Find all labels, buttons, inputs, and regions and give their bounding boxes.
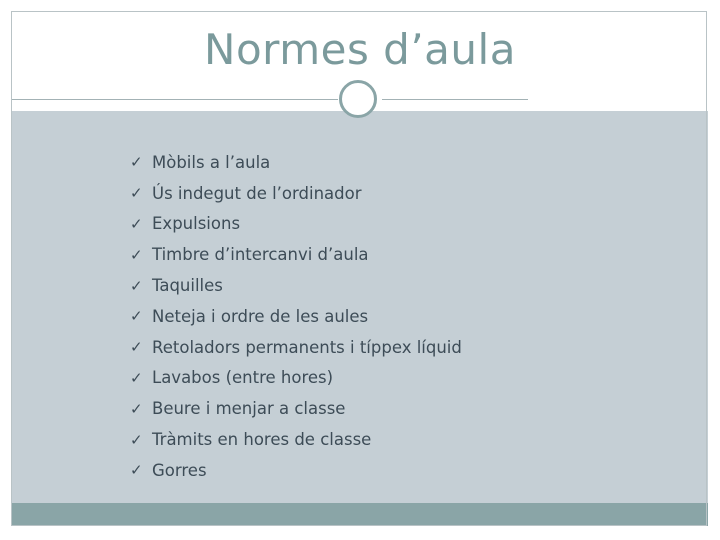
bullet-list [130,147,462,486]
bullet-item [130,209,462,240]
title-divider-right [382,99,528,100]
circle-ornament-icon [339,80,377,118]
slide-title: Normes d’aula [204,25,516,74]
checkmark-icon: ✓ [130,276,143,295]
bullet-text: Tràmits en hores de classe [152,430,372,450]
bullet-text: Timbre d’intercanvi d’aula [152,245,369,265]
bullet-item [130,424,462,455]
checkmark-icon: ✓ [130,245,143,264]
checkmark-icon: ✓ [130,399,143,418]
bullet-text: Retoladors permanents i típpex líquid [152,337,462,357]
checkmark-icon: ✓ [130,214,143,233]
bullet-text: Beure i menjar a classe [152,399,346,419]
title-divider-left [12,99,338,100]
bullet-item [130,270,462,301]
checkmark-icon: ✓ [130,461,143,480]
bullet-item [130,393,462,424]
bullet-text: Taquilles [152,276,223,296]
bullet-item [130,178,462,209]
bullet-item [130,239,462,270]
checkmark-icon: ✓ [130,338,143,357]
bullet-text: Gorres [152,460,207,480]
bullet-item [130,147,462,178]
bullet-item [130,455,462,486]
bullet-text: Mòbils a l’aula [152,152,271,172]
checkmark-icon: ✓ [130,184,143,203]
bullet-text: Lavabos (entre hores) [152,368,334,388]
bullet-item [130,363,462,394]
bullet-item [130,301,462,332]
checkmark-icon: ✓ [130,430,143,449]
bullet-text: Ús indegut de l’ordinador [152,183,362,203]
bullet-text: Expulsions [152,214,241,234]
checkmark-icon: ✓ [130,153,143,172]
bullet-text: Neteja i ordre de les aules [152,306,369,326]
bullet-item [130,332,462,363]
checkmark-icon: ✓ [130,368,143,387]
checkmark-icon: ✓ [130,307,143,326]
